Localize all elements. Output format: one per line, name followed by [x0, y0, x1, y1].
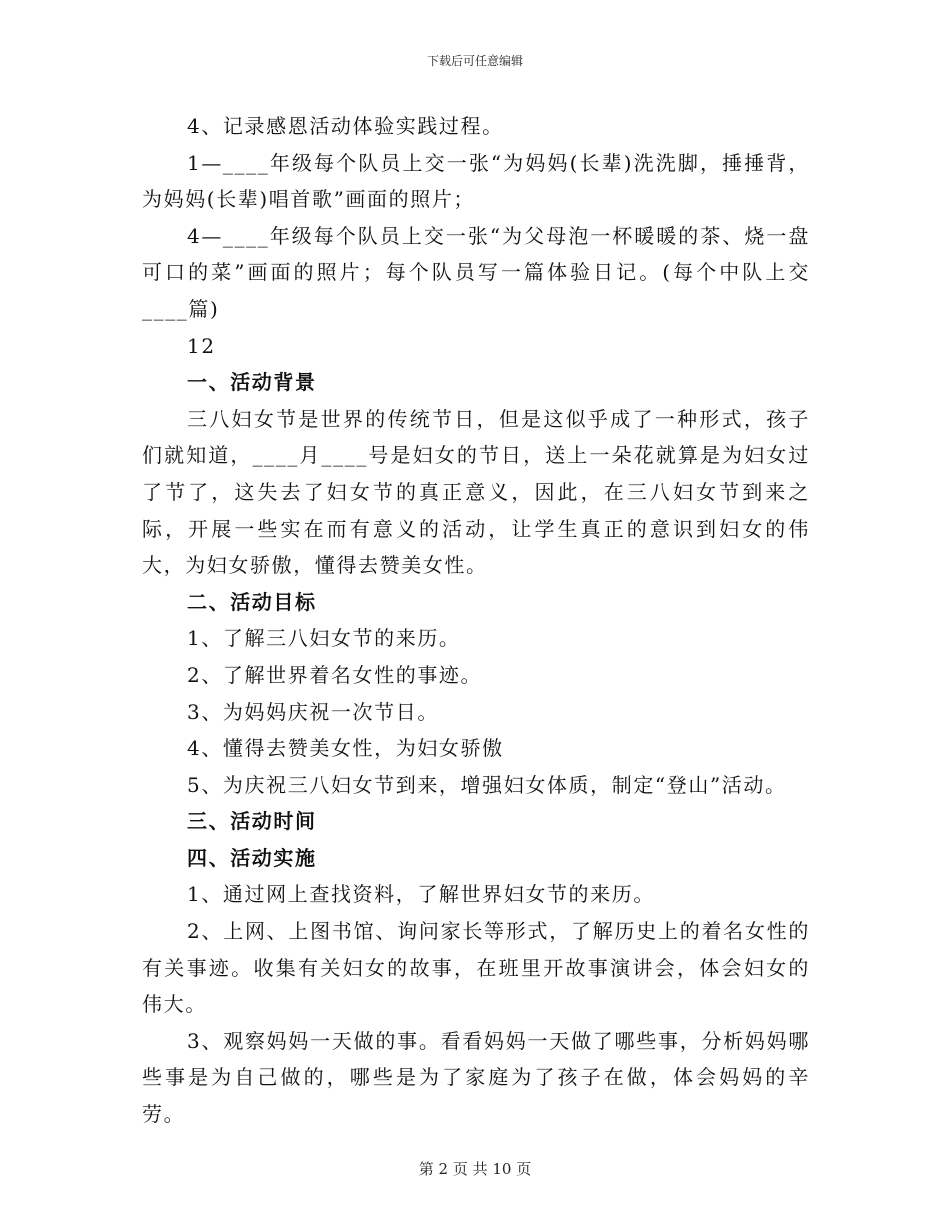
paragraph-grade-1-photos: 1—____年级每个队员上交一张“为妈妈(长辈)洗洗脚，捶捶背，为妈妈(长辈)唱首歌”画面的照片；	[142, 150, 810, 212]
goal-item-5: 5、为庆祝三八妇女节到来，增强妇女体质，制定“登山”活动。	[187, 772, 787, 797]
section-heading-time: 三、活动时间	[187, 809, 317, 834]
paragraph-background: 三八妇女节是世界的传统节日，但是这似乎成了一种形式，孩子们就知道，____月____号是妇女的节日，送上一朵花就算是为妇女过了节了，这失去了妇女节的真正意义，因此，在三八妇女节到来之际，开展一些实在而有意义的活动，让学生真正的意识到妇女的伟大，为妇女骄傲，懂得去赞美女性。	[142, 406, 810, 578]
implementation-item-3: 3、观察妈妈一天做的事。看看妈妈一天做了哪些事，分析妈妈哪些事是为自己做的，哪些是为了家庭为了孩子在做，体会妈妈的辛劳。	[142, 1028, 810, 1127]
page-footer: 第 2 页 共 10 页	[418, 1160, 532, 1178]
document-body	[142, 108, 810, 1133]
paragraph-grade-4-photos: 4—____年级每个队员上交一张“为父母泡一杯暖暖的茶、烧一盘可口的菜”画面的照片；每个队员写一篇体验日记。(每个中队上交____篇)	[142, 223, 810, 321]
implementation-item-1: 1、通过网上查找资料，了解世界妇女节的来历。	[187, 882, 655, 907]
implementation-item-2: 2、上网、上图书馆、询问家长等形式，了解历史上的着名女性的有关事迹。收集有关妇女的故事，在班里开故事演讲会，体会妇女的伟大。	[142, 919, 810, 1017]
section-heading-implementation: 四、活动实施	[187, 845, 317, 870]
goal-item-1: 1、了解三八妇女节的来历。	[187, 626, 461, 651]
section-heading-goals: 二、活动目标	[187, 589, 317, 614]
goal-item-3: 3、为妈妈庆祝一次节日。	[187, 699, 439, 724]
paragraph-number: 12	[187, 333, 216, 358]
paragraph-record-process: 4、记录感恩活动体验实践过程。	[187, 114, 504, 138]
goal-item-4: 4、懂得去赞美女性，为妇女骄傲	[187, 736, 504, 761]
goal-item-2: 2、了解世界着名女性的事迹。	[187, 662, 483, 687]
page-header: 下载后可任意编辑	[426, 54, 523, 68]
section-heading-background: 一、活动背景	[187, 370, 317, 395]
